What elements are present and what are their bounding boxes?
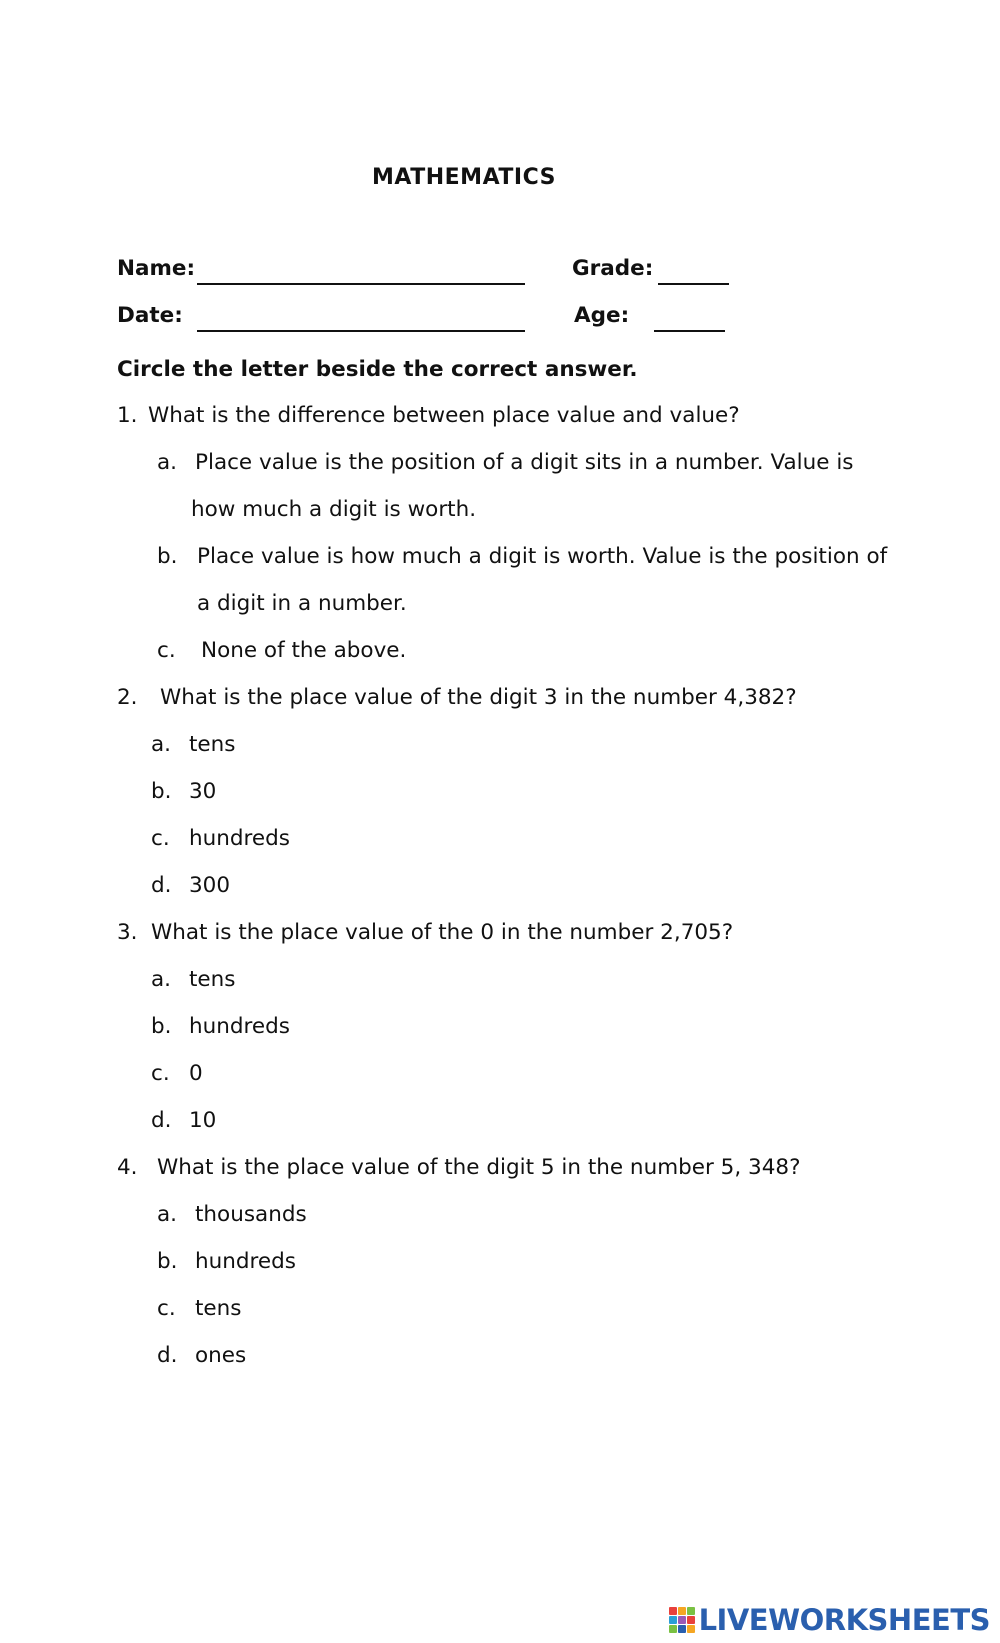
- grade-label: Grade:: [572, 256, 654, 281]
- question-4-option-d[interactable]: [157, 1343, 246, 1368]
- grade-blank[interactable]: [658, 283, 729, 285]
- question-3-option-a[interactable]: [151, 967, 236, 992]
- option-text: tens: [189, 967, 236, 992]
- option-text: a digit in a number.: [197, 591, 407, 616]
- question-4-option-a[interactable]: [157, 1202, 307, 1227]
- question-text: What is the difference between place value and value?: [148, 403, 740, 428]
- option-text: how much a digit is worth.: [191, 497, 477, 522]
- option-letter: b.: [157, 544, 178, 569]
- name-blank[interactable]: [197, 283, 525, 285]
- option-letter: c.: [157, 1296, 176, 1321]
- question-text: What is the place value of the 0 in the number 2,705?: [151, 920, 734, 945]
- option-letter: c.: [151, 826, 170, 851]
- question-1-option-b[interactable]: [157, 544, 887, 569]
- option-letter: d.: [151, 1108, 172, 1133]
- question-4-option-c[interactable]: [157, 1296, 242, 1321]
- page-title: MATHEMATICS: [372, 165, 556, 190]
- question-3-option-b[interactable]: [151, 1014, 290, 1039]
- question-2-option-c[interactable]: [151, 826, 290, 851]
- question-4: [117, 1155, 800, 1180]
- question-4-option-b[interactable]: [157, 1249, 296, 1274]
- question-2-option-d[interactable]: [151, 873, 230, 898]
- option-text: tens: [189, 732, 236, 757]
- question-1-option-c[interactable]: [157, 638, 406, 663]
- option-letter: c.: [157, 638, 176, 663]
- option-letter: a.: [157, 450, 178, 475]
- question-2: [117, 685, 797, 710]
- option-text: 0: [189, 1061, 203, 1086]
- option-letter: d.: [157, 1343, 178, 1368]
- question-1: [117, 403, 740, 428]
- question-number: 3.: [117, 920, 138, 945]
- instruction-text: Circle the letter beside the correct answer.: [117, 357, 638, 382]
- option-text: hundreds: [189, 826, 290, 851]
- option-text: 10: [189, 1108, 217, 1133]
- question-1-option-a[interactable]: [157, 450, 854, 475]
- option-text: thousands: [195, 1202, 307, 1227]
- question-number: 2.: [117, 685, 138, 710]
- name-label: Name:: [117, 256, 196, 281]
- logo-grid-icon: [669, 1607, 695, 1633]
- option-text: hundreds: [189, 1014, 290, 1039]
- option-text: tens: [195, 1296, 242, 1321]
- option-text: None of the above.: [201, 638, 407, 663]
- age-blank[interactable]: [654, 330, 725, 332]
- option-text: Place value is how much a digit is worth. Value is the position of: [197, 544, 888, 569]
- question-2-option-a[interactable]: [151, 732, 236, 757]
- option-letter: b.: [151, 779, 172, 804]
- option-letter: a.: [151, 967, 172, 992]
- option-text: hundreds: [195, 1249, 296, 1274]
- question-2-option-b[interactable]: [151, 779, 216, 804]
- question-1-option-b-continued: [197, 591, 407, 616]
- option-text: ones: [195, 1343, 247, 1368]
- date-blank[interactable]: [197, 330, 525, 332]
- age-label: Age:: [574, 303, 630, 328]
- option-letter: b.: [157, 1249, 178, 1274]
- question-number: 1.: [117, 403, 138, 428]
- option-text: 30: [189, 779, 217, 804]
- question-text: What is the place value of the digit 5 in the number 5, 348?: [157, 1155, 801, 1180]
- date-label: Date:: [117, 303, 183, 328]
- brand-name: LIVEWORKSHEETS: [698, 1603, 990, 1637]
- question-text: What is the place value of the digit 3 in the number 4,382?: [160, 685, 797, 710]
- question-3: [117, 920, 733, 945]
- liveworksheets-logo[interactable]: [669, 1603, 990, 1637]
- option-letter: d.: [151, 873, 172, 898]
- option-text: Place value is the position of a digit sits in a number. Value is: [195, 450, 854, 475]
- option-text: 300: [189, 873, 231, 898]
- question-1-option-a-continued: [191, 497, 476, 522]
- option-letter: a.: [157, 1202, 178, 1227]
- option-letter: b.: [151, 1014, 172, 1039]
- question-3-option-d[interactable]: [151, 1108, 216, 1133]
- question-number: 4.: [117, 1155, 138, 1180]
- question-3-option-c[interactable]: [151, 1061, 203, 1086]
- option-letter: c.: [151, 1061, 170, 1086]
- option-letter: a.: [151, 732, 172, 757]
